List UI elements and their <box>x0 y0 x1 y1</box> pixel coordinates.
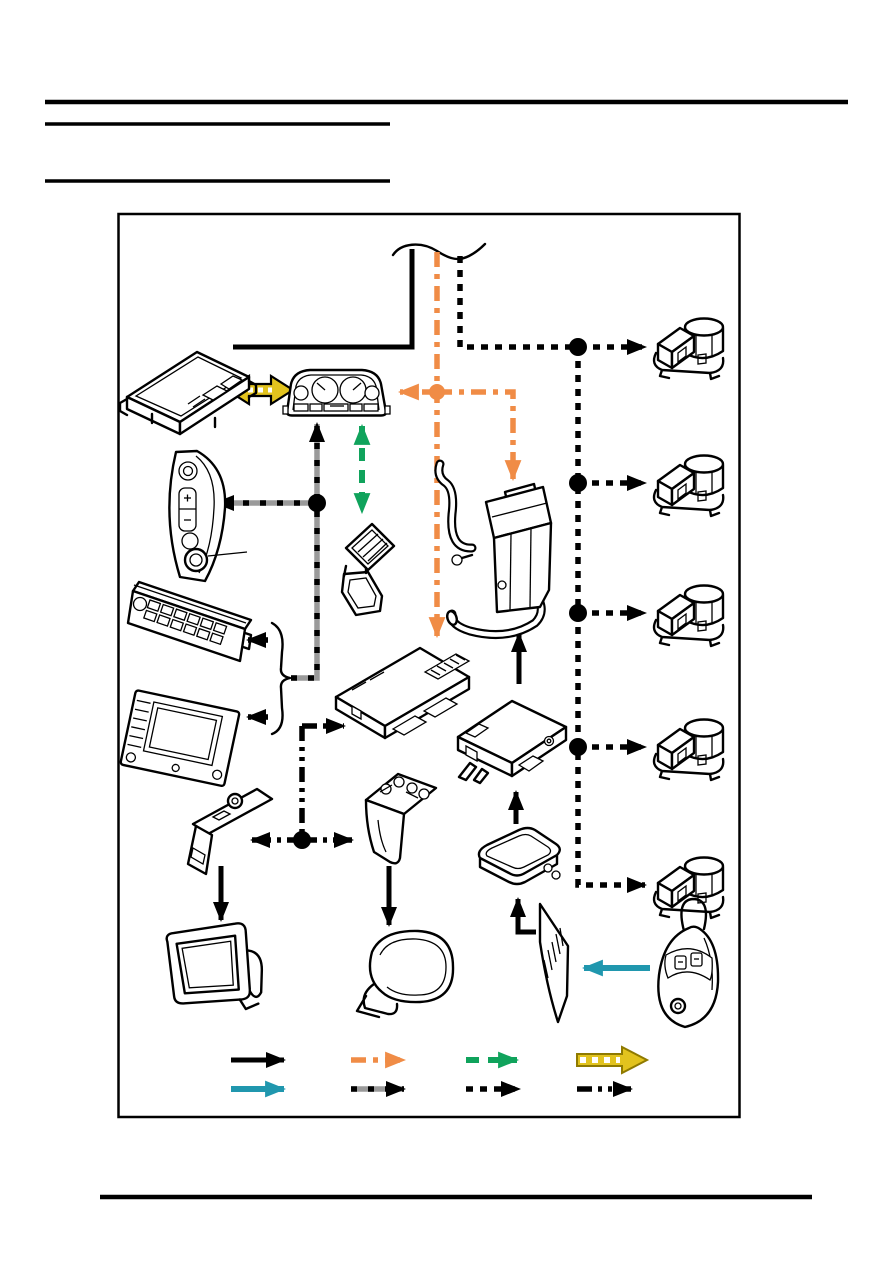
amplifier-module <box>120 352 256 434</box>
diagnostic-connector <box>342 524 394 615</box>
junction-dot-orange <box>429 384 445 400</box>
door-latch-3 <box>654 586 723 647</box>
instrument-cluster <box>283 370 390 416</box>
mirror-switch-pack <box>188 789 272 874</box>
dotted-right-bus <box>578 347 645 885</box>
junction-dot-black <box>293 831 311 849</box>
fuel-burning-heater <box>439 464 551 635</box>
bus-brace <box>272 623 290 734</box>
junction-dot-black <box>569 338 587 356</box>
steering-wheel-switches <box>169 451 247 581</box>
door-latch-2 <box>654 456 723 517</box>
right-door-mirror <box>357 931 453 1017</box>
harness-to-amplifier-solid <box>233 249 412 347</box>
legend-yellow-dotted <box>577 1047 647 1073</box>
door-latch-5 <box>654 858 723 919</box>
navigation-unit <box>120 690 239 786</box>
receiver-module <box>458 701 566 783</box>
door-latch-1 <box>654 319 723 380</box>
dotted-main-to-latch1 <box>460 256 645 347</box>
grey-audio-bus <box>291 424 317 678</box>
window-glass <box>540 904 568 1022</box>
orange-to-heater <box>437 392 513 479</box>
body-control-module <box>336 648 469 738</box>
junction-dot-black <box>308 494 326 512</box>
antenna-module <box>479 828 560 884</box>
grey-audio-bus <box>291 424 317 678</box>
remote-key-fob <box>658 899 718 1027</box>
junction-dot-black <box>569 738 587 756</box>
junction-dot-black <box>569 604 587 622</box>
window-switch-pack <box>366 774 436 863</box>
left-door-mirror <box>166 921 266 1016</box>
radio-head-unit <box>128 582 251 661</box>
junction-dot-black <box>569 474 587 492</box>
door-latch-4 <box>654 720 723 781</box>
glass-to-antenna <box>518 899 536 932</box>
